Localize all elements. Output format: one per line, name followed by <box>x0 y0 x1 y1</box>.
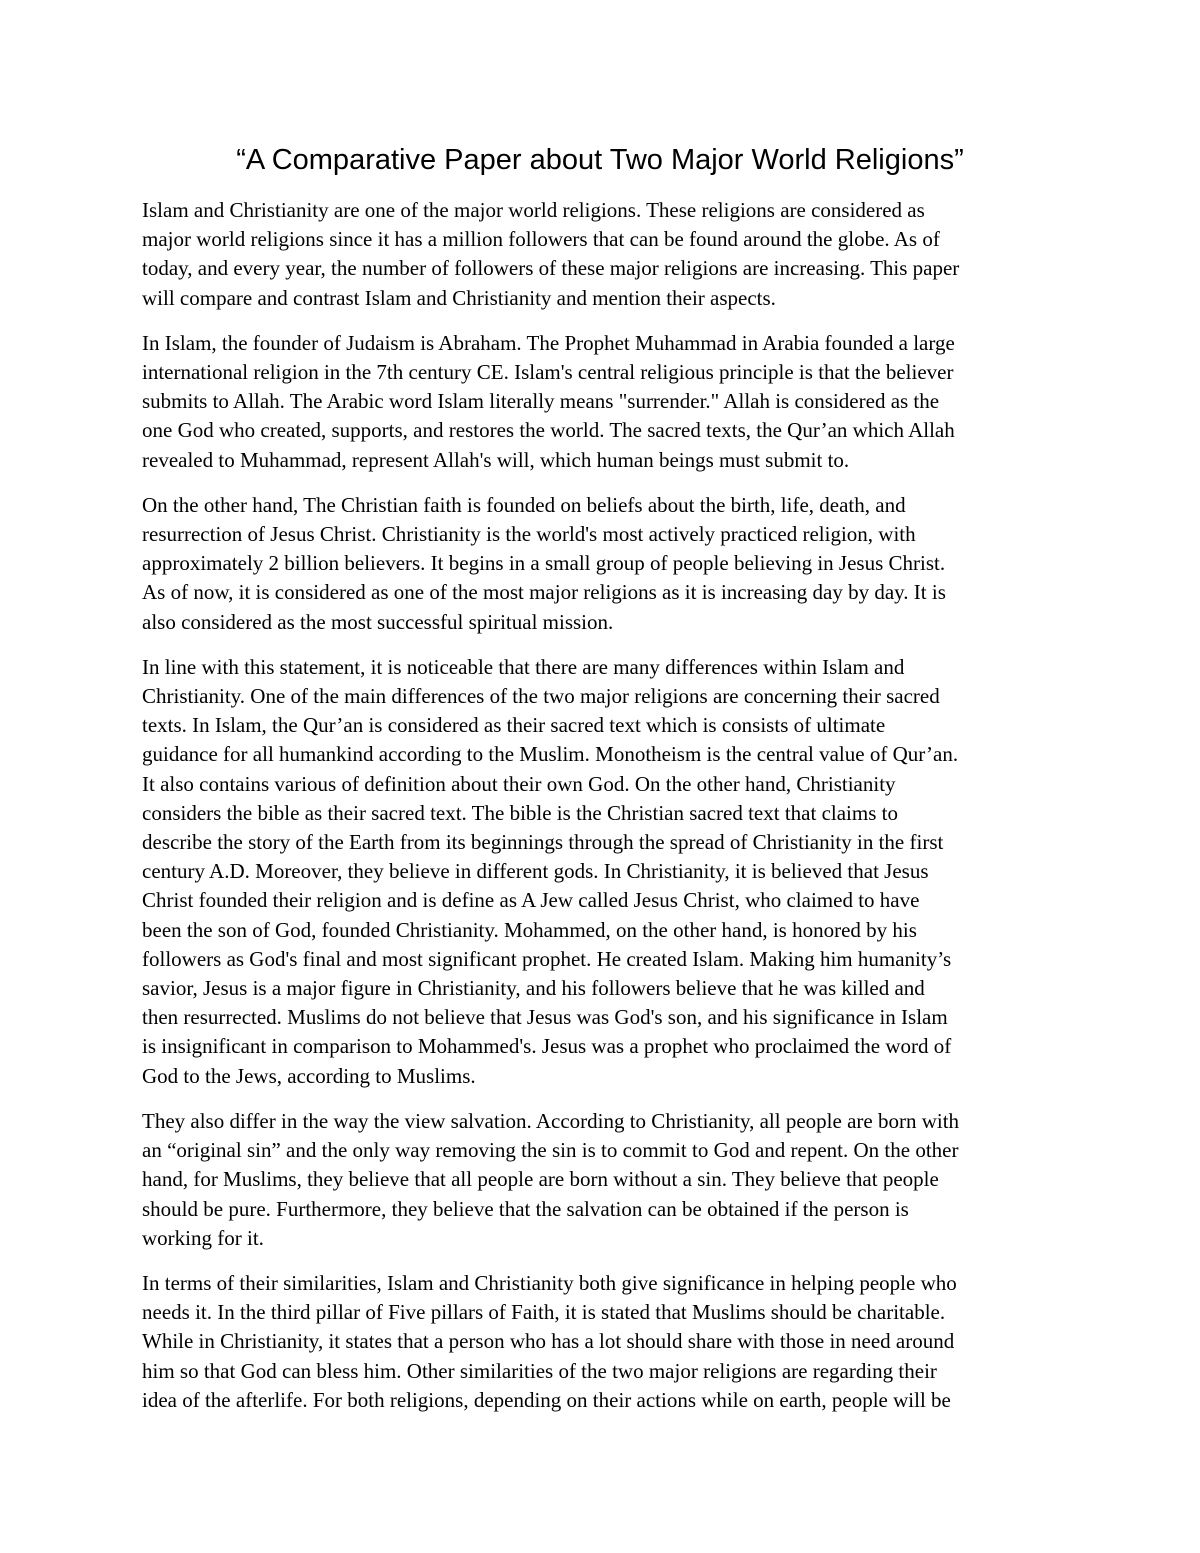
document-title: “A Comparative Paper about Two Major World Religions” <box>236 144 964 176</box>
text-line: an “original sin” and the only way removing the sin is to commit to God and repent. On the other <box>142 1138 959 1163</box>
text-line: texts. In Islam, the Qur’an is considered as their sacred text which is consists of ultimate <box>142 713 886 738</box>
text-line: is insignificant in comparison to Mohammed's. Jesus was a prophet who proclaimed the word of <box>142 1034 952 1059</box>
text-line: In line with this statement, it is noticeable that there are many differences within Islam and <box>142 654 905 679</box>
text-line: should be pure. Furthermore, they believe that the salvation can be obtained if the person is <box>142 1196 909 1221</box>
text-line: They also differ in the way the view salvation. According to Christianity, all people are born with <box>142 1108 960 1133</box>
text-line: guidance for all humankind according to the Muslim. Monotheism is the central value of Qur’an. <box>142 742 959 767</box>
document-body <box>142 196 1072 1431</box>
paragraph-2 <box>142 329 1072 475</box>
text-line: submits to Allah. The Arabic word Islam literally means "surrender." Allah is considered as the <box>142 389 940 414</box>
text-line: While in Christianity, it states that a person who has a lot should share with those in need around <box>142 1329 955 1354</box>
text-line: Christianity. One of the main differences of the two major religions are concerning their sacred <box>142 684 940 709</box>
text-line: working for it. <box>142 1225 264 1250</box>
text-line: then resurrected. Muslims do not believe that Jesus was God's son, and his significance in Islam <box>142 1005 948 1030</box>
text-line: As of now, it is considered as one of the most major religions as it is increasing day by day. It is <box>142 580 946 605</box>
text-line: On the other hand, The Christian faith is founded on beliefs about the birth, life, death, and <box>142 492 906 517</box>
text-line: him so that God can bless him. Other similarities of the two major religions are regarding their <box>142 1358 937 1383</box>
text-line: will compare and contrast Islam and Christianity and mention their aspects. <box>142 285 776 310</box>
text-line: major world religions since it has a million followers that can be found around the globe. As of <box>142 227 940 252</box>
paragraph-1 <box>142 196 1072 313</box>
text-line: resurrection of Jesus Christ. Christianity is the world's most actively practiced religion, with <box>142 522 916 547</box>
text-line: In terms of their similarities, Islam and Christianity both give significance in helping people who <box>142 1270 957 1295</box>
text-line: been the son of God, founded Christianity. Mohammed, on the other hand, is honored by his <box>142 917 917 942</box>
text-line: Christ founded their religion and is define as A Jew called Jesus Christ, who claimed to have <box>142 888 920 913</box>
text-line: God to the Jews, according to Muslims. <box>142 1063 476 1088</box>
text-line: also considered as the most successful spiritual mission. <box>142 609 614 634</box>
text-line: century A.D. Moreover, they believe in different gods. In Christianity, it is believed that Jesus <box>142 859 929 884</box>
text-line: international religion in the 7th century CE. Islam's central religious principle is that the believer <box>142 360 954 385</box>
text-line: one God who created, supports, and restores the world. The sacred texts, the Qur’an which Allah <box>142 418 955 443</box>
text-line: describe the story of the Earth from its beginnings through the spread of Christianity in the first <box>142 830 944 855</box>
text-line: hand, for Muslims, they believe that all people are born without a sin. They believe that people <box>142 1167 939 1192</box>
text-line: idea of the afterlife. For both religions, depending on their actions while on earth, people will be <box>142 1387 951 1412</box>
text-line: followers as God's final and most significant prophet. He created Islam. Making him humanity’s <box>142 946 952 971</box>
text-line: revealed to Muhammad, represent Allah's will, which human beings must submit to. <box>142 447 850 472</box>
paragraph-6 <box>142 1269 1072 1415</box>
text-line: considers the bible as their sacred text. The bible is the Christian sacred text that claims to <box>142 800 898 825</box>
text-line: today, and every year, the number of followers of these major religions are increasing. This paper <box>142 256 960 281</box>
text-line: In Islam, the founder of Judaism is Abraham. The Prophet Muhammad in Arabia founded a large <box>142 330 955 355</box>
paragraph-4 <box>142 653 1072 1091</box>
text-line: Islam and Christianity are one of the major world religions. These religions are considered as <box>142 198 925 222</box>
text-line: needs it. In the third pillar of Five pillars of Faith, it is stated that Muslims should be charitable. <box>142 1300 946 1325</box>
text-line: savior, Jesus is a major figure in Christianity, and his followers believe that he was killed and <box>142 976 925 1001</box>
paragraph-3 <box>142 491 1072 637</box>
text-line: It also contains various of definition about their own God. On the other hand, Christianity <box>142 771 896 796</box>
paragraph-5 <box>142 1107 1072 1253</box>
text-line: approximately 2 billion believers. It begins in a small group of people believing in Jesus Christ. <box>142 551 946 576</box>
